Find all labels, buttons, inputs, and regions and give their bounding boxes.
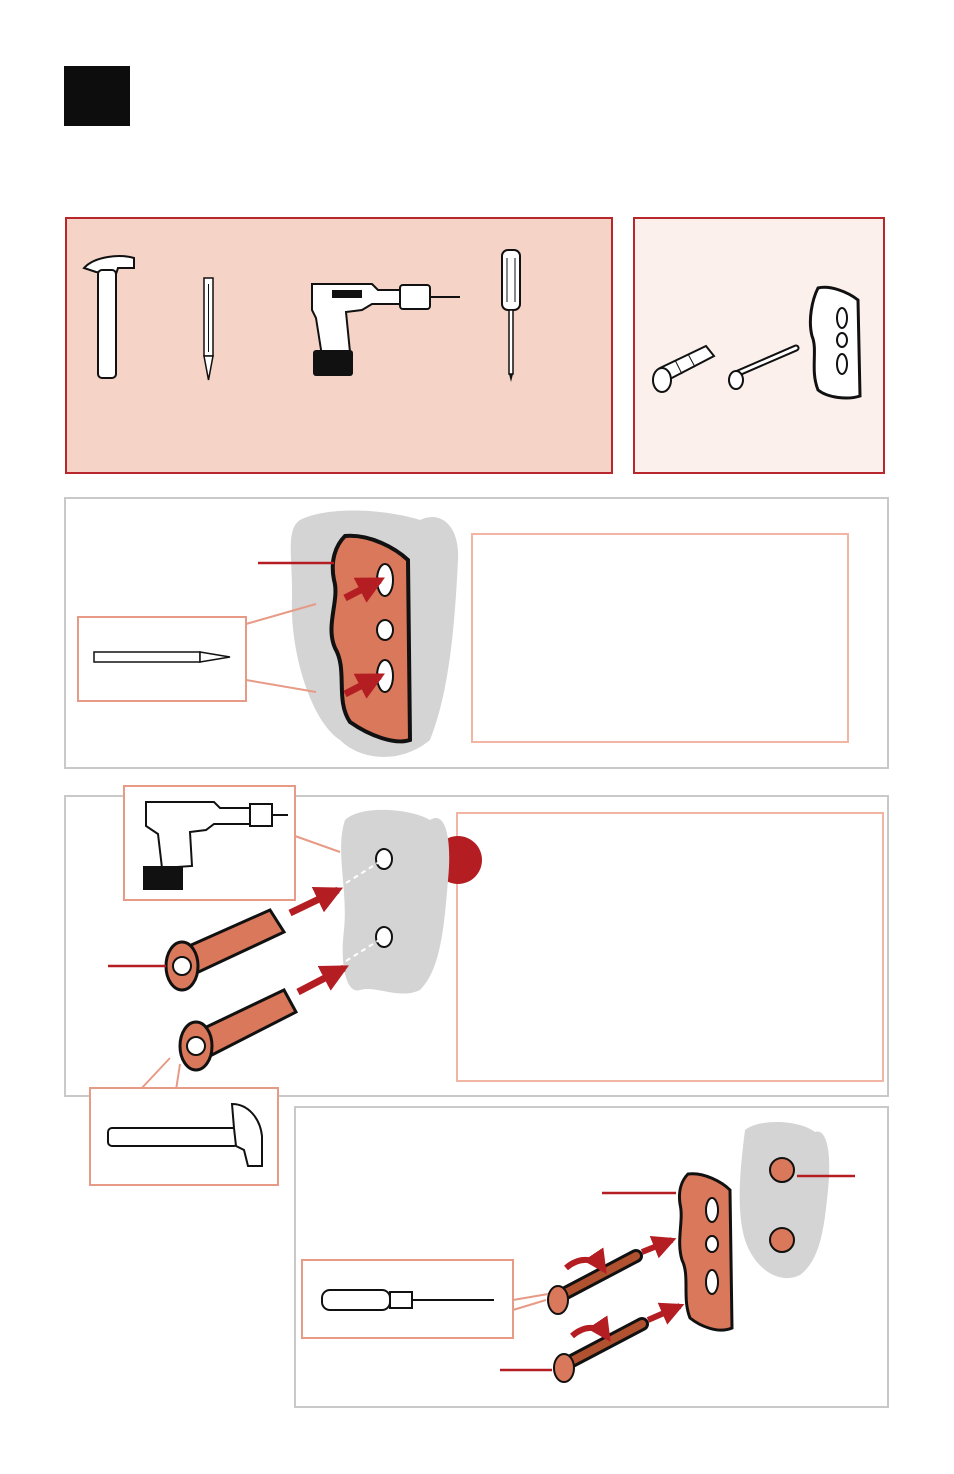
screw-bottom xyxy=(554,1324,642,1382)
installed-anchor-top xyxy=(770,1158,794,1182)
wall-surface-2 xyxy=(341,810,449,994)
drill-callout xyxy=(124,786,340,900)
wall-anchor-icon xyxy=(653,346,714,392)
wall-surface-3 xyxy=(740,1122,830,1278)
pencil-callout xyxy=(78,604,316,701)
insert-arrow-top xyxy=(290,890,338,913)
hammer-callout xyxy=(90,1058,278,1185)
screw-top xyxy=(548,1256,636,1314)
screw-arrow-bottom xyxy=(648,1306,680,1320)
screwdriver-icon xyxy=(502,250,520,382)
screw-arrow-top xyxy=(642,1240,672,1252)
screw-icon xyxy=(729,348,796,389)
bracket-step3 xyxy=(679,1174,732,1330)
drill-icon xyxy=(312,284,460,376)
screwdriver-callout xyxy=(302,1260,548,1338)
mounting-bracket-icon xyxy=(810,287,860,398)
anchor-top xyxy=(166,910,284,990)
anchor-bottom xyxy=(180,990,296,1070)
installed-anchor-bottom xyxy=(770,1228,794,1252)
bracket-on-wall xyxy=(331,536,410,742)
insert-arrow-bottom xyxy=(298,968,344,992)
hammer-icon xyxy=(84,256,134,378)
pencil-icon xyxy=(204,278,213,380)
